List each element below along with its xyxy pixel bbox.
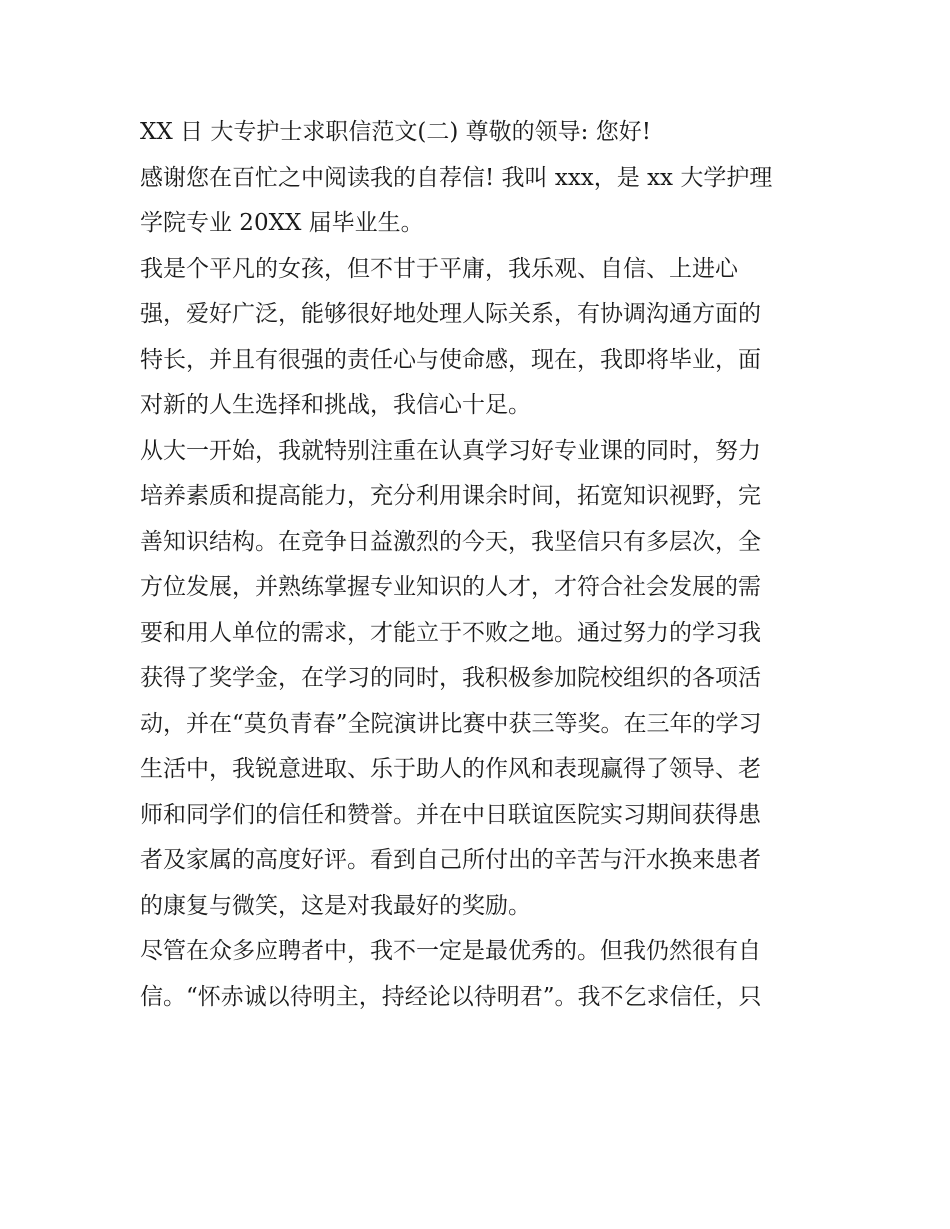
text-line: 我是个平凡的女孩，但不甘于平庸，我乐观、自信、上进心 xyxy=(140,255,738,282)
text-line: 的康复与微笑，这是对我最好的奖励。 xyxy=(140,892,531,919)
text-line: 学院专业 20XX 届毕业生。 xyxy=(140,210,424,236)
text-line: 特长，并且有很强的责任心与使命感，现在，我即将毕业，面 xyxy=(140,346,761,373)
text-line: 强，爱好广泛，能够很好地处理人际关系，有协调沟通方面的 xyxy=(140,301,761,327)
text-line: 培养素质和提高能力，充分利用课余时间，拓宽知识视野，完 xyxy=(140,483,761,509)
text-line: 感谢您在百忙之中阅读我的自荐信! 我叫 xxx，是 xx 大学护理 xyxy=(140,164,773,191)
text-line: 尽管在众多应聘者中，我不一定是最优秀的。但我仍然很有自 xyxy=(140,938,761,964)
text-line: 师和同学们的信任和赞誉。并在中日联谊医院实习期间获得患 xyxy=(140,801,761,828)
text-line: 从大一开始，我就特别注重在认真学习好专业课的同时，努力 xyxy=(140,437,761,464)
text-line: 信。“怀赤诚以待明主，持经论以待明君”。我不乞求信任，只 xyxy=(140,983,762,1010)
letter-heading-line: XX 日 大专护士求职信范文(二) 尊敬的领导: 您好! xyxy=(140,119,651,145)
text-line: 者及家属的高度好评。看到自己所付出的辛苦与汗水换来患者 xyxy=(140,847,761,873)
text-line: 生活中，我锐意进取、乐于助人的作风和表现赢得了领导、老 xyxy=(140,756,761,782)
text-line: 对新的人生选择和挑战，我信心十足。 xyxy=(140,392,531,418)
letter-body xyxy=(140,110,820,1020)
text-line: 要和用人单位的需求，才能立于不败之地。通过努力的学习我 xyxy=(140,619,761,646)
text-line: 方位发展，并熟练掌握专业知识的人才，才符合社会发展的需 xyxy=(140,574,761,600)
text-line: 善知识结构。在竞争日益激烈的今天，我坚信只有多层次，全 xyxy=(140,528,761,555)
text-line: 获得了奖学金，在学习的同时，我积极参加院校组织的各项活 xyxy=(140,665,761,691)
text-line: 动，并在“莫负青春”全院演讲比赛中获三等奖。在三年的学习 xyxy=(140,710,762,737)
